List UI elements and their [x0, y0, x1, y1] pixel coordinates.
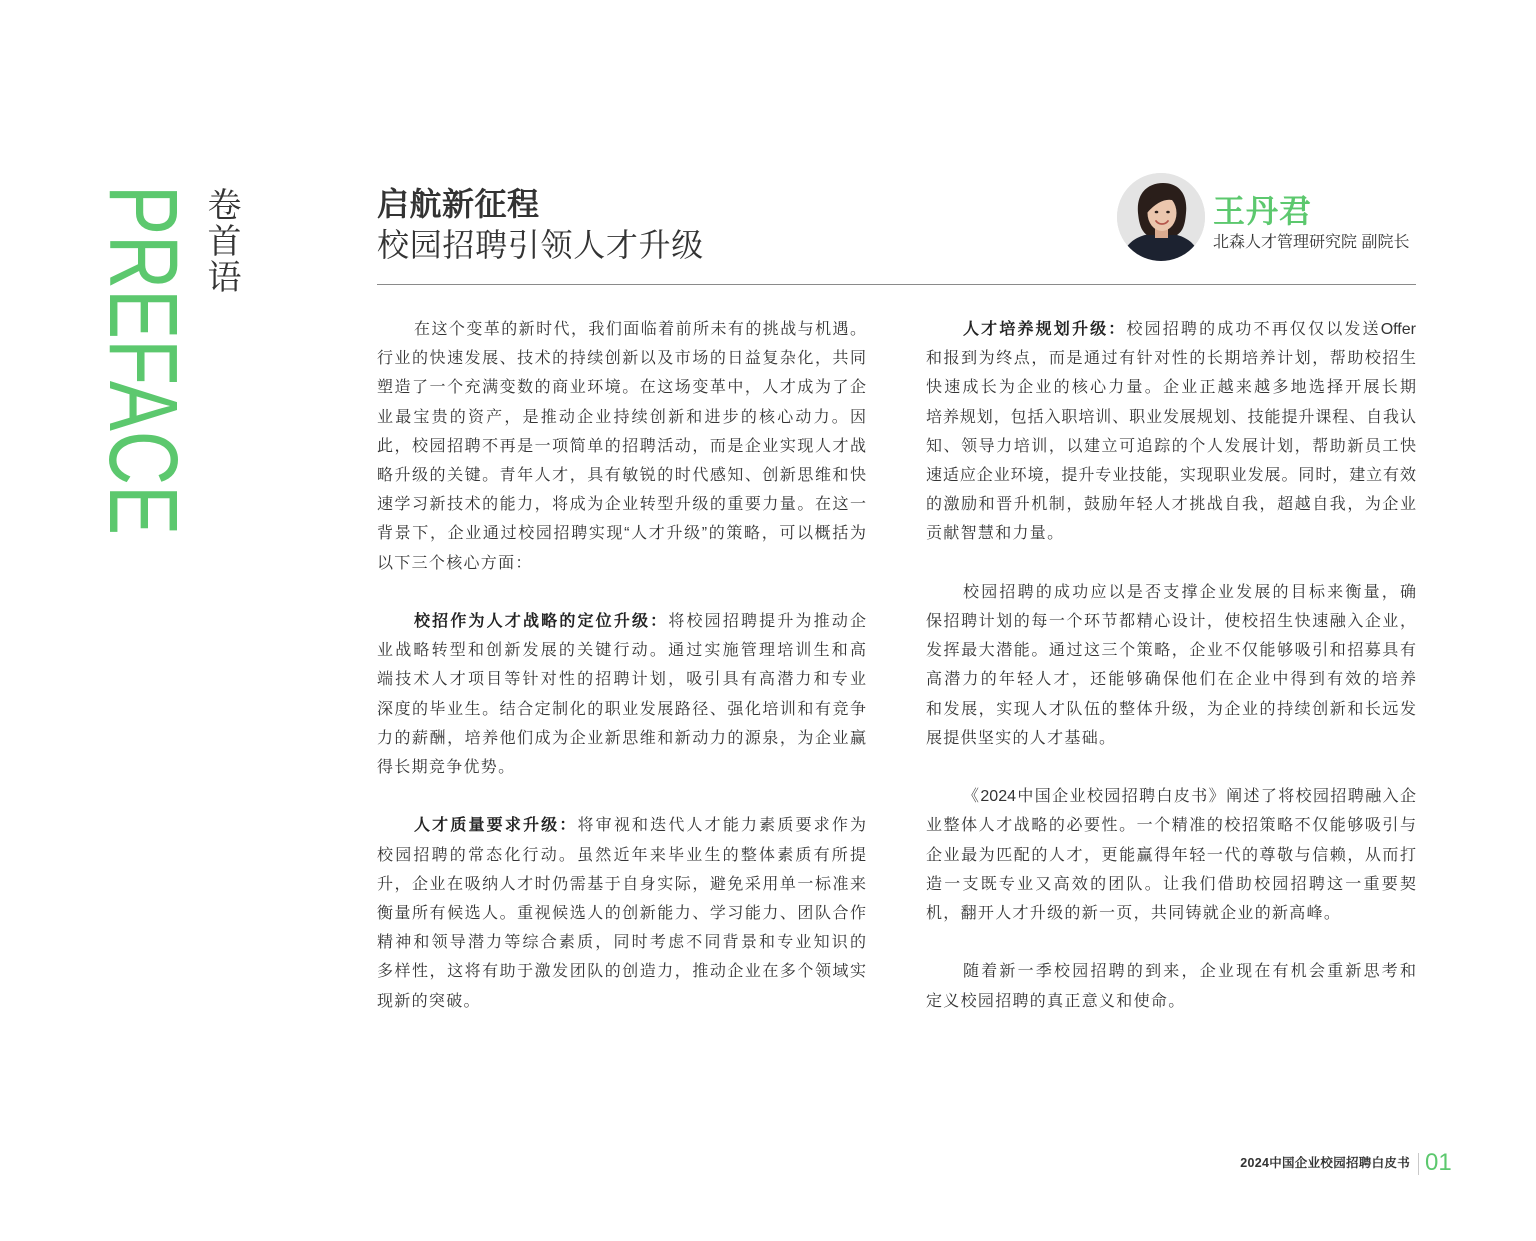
- text-line-content: 此，校园招聘不再是一项简单的招聘活动，而是企业实现人才战: [377, 437, 866, 455]
- text-line-content: 深度的毕业生。结合定制化的职业发展路径、强化培训和有竞争: [377, 700, 866, 718]
- text-line: [377, 373, 866, 402]
- paragraph: [377, 607, 866, 782]
- text-line: [926, 490, 1416, 519]
- text-line-content: 速适应企业环境，提升专业技能，实现职业发展。同时，建立有效: [926, 467, 1416, 485]
- footer-separator: [1418, 1153, 1419, 1175]
- text-line: [926, 344, 1416, 373]
- author-role: 北森人才管理研究院 副院长: [1213, 234, 1410, 251]
- avatar-photo: [1117, 173, 1205, 261]
- text-line-content: 业战略转型和创新发展的关键行动。通过实施管理培训生和高: [377, 642, 866, 660]
- text-line-content: 多样性，这将有助于激发团队的创造力，推动企业在多个领域实: [377, 963, 866, 981]
- text-line: [926, 519, 1416, 548]
- page-subtitle: 校园招聘引领人才升级: [377, 227, 705, 263]
- preface-vertical-title: PREFACE: [89, 185, 199, 536]
- text-line-content: 精神和领导潜力等综合素质，同时考虑不同背景和专业知识的: [377, 934, 866, 952]
- text-line-content: 速学习新技术的能力，将成为企业转型升级的重要力量。在这一: [377, 496, 866, 514]
- text-line: [377, 607, 866, 636]
- text-line: [377, 870, 866, 899]
- header-divider: [377, 284, 1416, 285]
- text-line-content: 端技术人才项目等针对性的招聘计划，吸引具有高潜力和专业: [377, 671, 866, 689]
- text-line: [377, 957, 866, 986]
- footer-document-title: 2024中国企业校园招聘白皮书: [1240, 1156, 1410, 1170]
- text-line-content: 力的薪酬，培养他们成为企业新思维和新动力的源泉，为企业赢: [377, 729, 866, 747]
- text-line: [377, 636, 866, 665]
- page-title: 启航新征程: [377, 186, 540, 222]
- text-line: [926, 607, 1416, 636]
- text-line-content: 知、领导力培训，以建立可追踪的个人发展计划，帮助新员工快: [926, 437, 1416, 455]
- text-line: [926, 665, 1416, 694]
- text-line: [926, 870, 1416, 899]
- text-line: [926, 461, 1416, 490]
- paragraph-lead: 校招作为人才战略的定位升级：: [414, 613, 669, 631]
- text-line: [926, 987, 1416, 1016]
- text-line-content: 发挥最大潜能。通过这三个策略，企业不仅能够吸引和招募具有: [926, 642, 1416, 660]
- text-line: [926, 841, 1416, 870]
- paragraph: [377, 811, 866, 1015]
- text-line-content: 保招聘计划的每一个环节都精心设计，使校招生快速融入企业，: [926, 613, 1416, 631]
- text-line: [377, 315, 866, 344]
- text-line-content: 企业最为匹配的人才，更能赢得年轻一代的尊敬与信赖，从而打: [926, 846, 1416, 864]
- text-line: [926, 432, 1416, 461]
- text-line: [926, 695, 1416, 724]
- text-line-content: 以下三个核心方面：: [377, 554, 533, 572]
- text-line-content: 背景下，企业通过校园招聘实现“人才升级”的策略，可以概括为: [377, 525, 866, 543]
- text-line: [377, 724, 866, 753]
- text-line-content: 现新的突破。: [377, 992, 481, 1010]
- text-line-content: 快速成长为企业的核心力量。企业正越来越多地选择开展长期: [926, 379, 1416, 397]
- text-line-content: 略升级的关键。青年人才，具有敏锐的时代感知、创新思维和快: [377, 467, 866, 485]
- text-line-content: 得长期竞争优势。: [377, 759, 516, 777]
- text-line: [926, 957, 1416, 986]
- text-line: [926, 899, 1416, 928]
- avatar: [1117, 173, 1205, 261]
- text-line: [377, 490, 866, 519]
- text-line: [377, 461, 866, 490]
- text-line-content: 将校园招聘提升为推动企: [668, 613, 866, 631]
- text-line-content: 和发展，实现人才队伍的整体升级，为企业的持续创新和长远发: [926, 700, 1416, 718]
- text-line: [377, 519, 866, 548]
- text-line-content: 的激励和晋升机制，鼓励年轻人才挑战自我，超越自我，为企业: [926, 496, 1416, 514]
- text-line: [377, 811, 866, 840]
- author-name: 王丹君: [1213, 193, 1313, 229]
- text-line: [926, 636, 1416, 665]
- text-line-content: 行业的快速发展、技术的持续创新以及市场的日益复杂化，共同: [377, 350, 866, 368]
- text-line-content: 造一支既专业又高效的团队。让我们借助校园招聘这一重要契: [926, 875, 1416, 893]
- avatar-eye-left: [1155, 211, 1159, 214]
- paragraph-lead: 人才培养规划升级：: [963, 321, 1127, 338]
- section-label: 卷首语: [202, 187, 240, 295]
- text-line: [377, 665, 866, 694]
- text-line-content: 升，企业在吸纳人才时仍需基于自身实际，避免采用单一标准来: [377, 875, 866, 893]
- text-line: [377, 753, 866, 782]
- text-line-content: 业最宝贵的资产，是推动企业持续创新和进步的核心动力。因: [377, 408, 866, 426]
- text-line-content: 将审视和迭代人才能力素质要求作为: [577, 817, 866, 835]
- text-line: [377, 987, 866, 1016]
- text-line: [377, 432, 866, 461]
- text-line: [377, 344, 866, 373]
- text-line-content: 培养规划，包括入职培训、职业发展规划、技能提升课程、自我认: [926, 408, 1416, 426]
- text-line-content: 校园招聘的常态化行动。虽然近年来毕业生的整体素质有所提: [377, 846, 866, 864]
- body-column-left: [377, 315, 866, 1045]
- text-line-content: 和报到为终点，而是通过有针对性的长期培养计划，帮助校招生: [926, 350, 1416, 368]
- text-line-content: 贡献智慧和力量。: [926, 525, 1065, 543]
- text-line-content: 业整体人才战略的必要性。一个精准的校招策略不仅能够吸引与: [926, 817, 1416, 835]
- text-line: [926, 373, 1416, 402]
- text-line-content: 展提供坚实的人才基础。: [926, 729, 1117, 747]
- text-line-content: 定义校园招聘的真正意义和使命。: [926, 992, 1186, 1010]
- paragraph: [377, 315, 866, 578]
- avatar-eye-right: [1166, 211, 1170, 214]
- paragraph: [926, 315, 1416, 549]
- text-line: [377, 899, 866, 928]
- text-line: [377, 928, 866, 957]
- paragraph: [926, 957, 1416, 1015]
- text-line: [377, 403, 866, 432]
- text-line: [926, 811, 1416, 840]
- text-line-content: 衡量所有候选人。重视候选人的创新能力、学习能力、团队合作: [377, 905, 866, 923]
- text-line: [377, 841, 866, 870]
- text-line: [377, 695, 866, 724]
- text-line: [926, 315, 1416, 344]
- text-line-content: 随着新一季校园招聘的到来，企业现在有机会重新思考和: [963, 963, 1416, 981]
- paragraph: [926, 578, 1416, 753]
- text-line: [926, 403, 1416, 432]
- text-line-content: 高潜力的年轻人才，还能够确保他们在企业中得到有效的培养: [926, 671, 1416, 689]
- text-line: [926, 782, 1416, 811]
- text-line-content: 校园招聘的成功不再仅仅以发送Offer: [1126, 321, 1416, 338]
- paragraph: [926, 782, 1416, 928]
- page-number: 01: [1425, 1149, 1452, 1176]
- text-line-content: 塑造了一个充满变数的商业环境。在这场变革中，人才成为了企: [377, 379, 866, 397]
- text-line: [926, 578, 1416, 607]
- text-line-content: 机，翻开人才升级的新一页，共同铸就企业的新高峰。: [926, 905, 1342, 923]
- text-line: [377, 549, 866, 578]
- text-line: [926, 724, 1416, 753]
- paragraph-lead: 人才质量要求升级：: [414, 817, 578, 835]
- text-line-content: 校园招聘的成功应以是否支撑企业发展的目标来衡量，确: [963, 583, 1416, 601]
- body-column-right: [926, 315, 1416, 1045]
- text-line-content: 《2024中国企业校园招聘白皮书》阐述了将校园招聘融入企: [963, 788, 1416, 806]
- text-line-content: 在这个变革的新时代，我们面临着前所未有的挑战与机遇。: [414, 321, 866, 338]
